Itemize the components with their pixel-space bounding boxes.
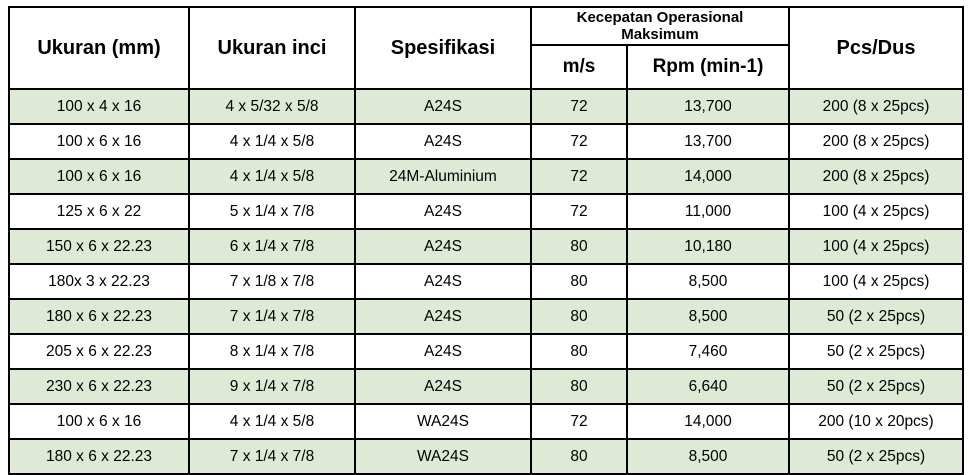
cell-ukuran-inci: 9 x 1/4 x 7/8	[189, 369, 355, 404]
cell-pcs-dus: 200 (8 x 25pcs)	[789, 124, 963, 159]
cell-ukuran-mm: 180x 3 x 22.23	[9, 264, 189, 299]
cell-ms: 72	[531, 194, 627, 229]
table-row	[9, 439, 963, 474]
cell-ukuran-inci: 4 x 1/4 x 5/8	[189, 404, 355, 439]
cell-ms: 72	[531, 89, 627, 124]
cell-rpm: 13,700	[627, 89, 789, 124]
cell-pcs-dus: 100 (4 x 25pcs)	[789, 194, 963, 229]
cell-spesifikasi: 24M-Aluminium	[355, 159, 531, 194]
cell-ukuran-inci: 6 x 1/4 x 7/8	[189, 229, 355, 264]
cell-ukuran-mm: 125 x 6 x 22	[9, 194, 189, 229]
table-row	[9, 369, 963, 404]
cell-pcs-dus: 200 (8 x 25pcs)	[789, 159, 963, 194]
column-header-ms: m/s	[531, 45, 627, 89]
column-header-group-kecepatan: Kecepatan Operasional Maksimum	[531, 7, 789, 45]
cell-ukuran-mm: 100 x 6 x 16	[9, 124, 189, 159]
cell-pcs-dus: 50 (2 x 25pcs)	[789, 439, 963, 474]
cell-ms: 80	[531, 229, 627, 264]
cell-ukuran-inci: 4 x 1/4 x 5/8	[189, 159, 355, 194]
cell-ukuran-inci: 7 x 1/4 x 7/8	[189, 439, 355, 474]
cell-spesifikasi: A24S	[355, 264, 531, 299]
cell-ms: 80	[531, 264, 627, 299]
cell-spesifikasi: A24S	[355, 124, 531, 159]
table-header	[9, 7, 963, 89]
cell-ukuran-inci: 5 x 1/4 x 7/8	[189, 194, 355, 229]
cell-ukuran-mm: 100 x 4 x 16	[9, 89, 189, 124]
column-header-spesifikasi: Spesifikasi	[355, 7, 531, 89]
cell-pcs-dus: 200 (8 x 25pcs)	[789, 89, 963, 124]
table-row	[9, 159, 963, 194]
cell-ukuran-mm: 180 x 6 x 22.23	[9, 299, 189, 334]
cell-spesifikasi: A24S	[355, 369, 531, 404]
cell-ukuran-inci: 4 x 5/32 x 5/8	[189, 89, 355, 124]
table-row	[9, 194, 963, 229]
cell-rpm: 8,500	[627, 439, 789, 474]
cell-rpm: 11,000	[627, 194, 789, 229]
cell-pcs-dus: 50 (2 x 25pcs)	[789, 299, 963, 334]
cell-ms: 80	[531, 369, 627, 404]
column-header-rpm: Rpm (min-1)	[627, 45, 789, 89]
cell-spesifikasi: A24S	[355, 229, 531, 264]
cell-spesifikasi: A24S	[355, 89, 531, 124]
cell-ms: 72	[531, 124, 627, 159]
table-body	[9, 89, 963, 474]
cell-pcs-dus: 50 (2 x 25pcs)	[789, 369, 963, 404]
column-header-ukuran-inci: Ukuran inci	[189, 7, 355, 89]
cell-rpm: 6,640	[627, 369, 789, 404]
cell-ms: 80	[531, 334, 627, 369]
specification-table	[8, 6, 964, 475]
cell-ms: 80	[531, 439, 627, 474]
cell-ukuran-mm: 150 x 6 x 22.23	[9, 229, 189, 264]
column-header-pcs-dus: Pcs/Dus	[789, 7, 963, 89]
table-row	[9, 299, 963, 334]
cell-ukuran-mm: 205 x 6 x 22.23	[9, 334, 189, 369]
table-row	[9, 89, 963, 124]
cell-ukuran-mm: 100 x 6 x 16	[9, 404, 189, 439]
column-header-ukuran-mm: Ukuran (mm)	[9, 7, 189, 89]
cell-rpm: 14,000	[627, 159, 789, 194]
cell-pcs-dus: 100 (4 x 25pcs)	[789, 264, 963, 299]
cell-ukuran-mm: 100 x 6 x 16	[9, 159, 189, 194]
cell-ms: 72	[531, 404, 627, 439]
cell-ukuran-inci: 7 x 1/4 x 7/8	[189, 299, 355, 334]
cell-rpm: 7,460	[627, 334, 789, 369]
table-row	[9, 124, 963, 159]
table-row	[9, 334, 963, 369]
cell-pcs-dus: 50 (2 x 25pcs)	[789, 334, 963, 369]
table-row	[9, 229, 963, 264]
table-row	[9, 264, 963, 299]
cell-ukuran-inci: 7 x 1/8 x 7/8	[189, 264, 355, 299]
cell-rpm: 8,500	[627, 299, 789, 334]
cell-spesifikasi: WA24S	[355, 404, 531, 439]
cell-pcs-dus: 100 (4 x 25pcs)	[789, 229, 963, 264]
cell-ms: 72	[531, 159, 627, 194]
table-row	[9, 404, 963, 439]
header-row-top	[9, 7, 963, 45]
cell-rpm: 14,000	[627, 404, 789, 439]
cell-ukuran-mm: 180 x 6 x 22.23	[9, 439, 189, 474]
cell-spesifikasi: A24S	[355, 334, 531, 369]
cell-ukuran-mm: 230 x 6 x 22.23	[9, 369, 189, 404]
cell-ms: 80	[531, 299, 627, 334]
cell-pcs-dus: 200 (10 x 20pcs)	[789, 404, 963, 439]
cell-rpm: 10,180	[627, 229, 789, 264]
cell-spesifikasi: A24S	[355, 194, 531, 229]
cell-spesifikasi: A24S	[355, 299, 531, 334]
cell-rpm: 13,700	[627, 124, 789, 159]
cell-ukuran-inci: 4 x 1/4 x 5/8	[189, 124, 355, 159]
cell-rpm: 8,500	[627, 264, 789, 299]
cell-spesifikasi: WA24S	[355, 439, 531, 474]
cell-ukuran-inci: 8 x 1/4 x 7/8	[189, 334, 355, 369]
